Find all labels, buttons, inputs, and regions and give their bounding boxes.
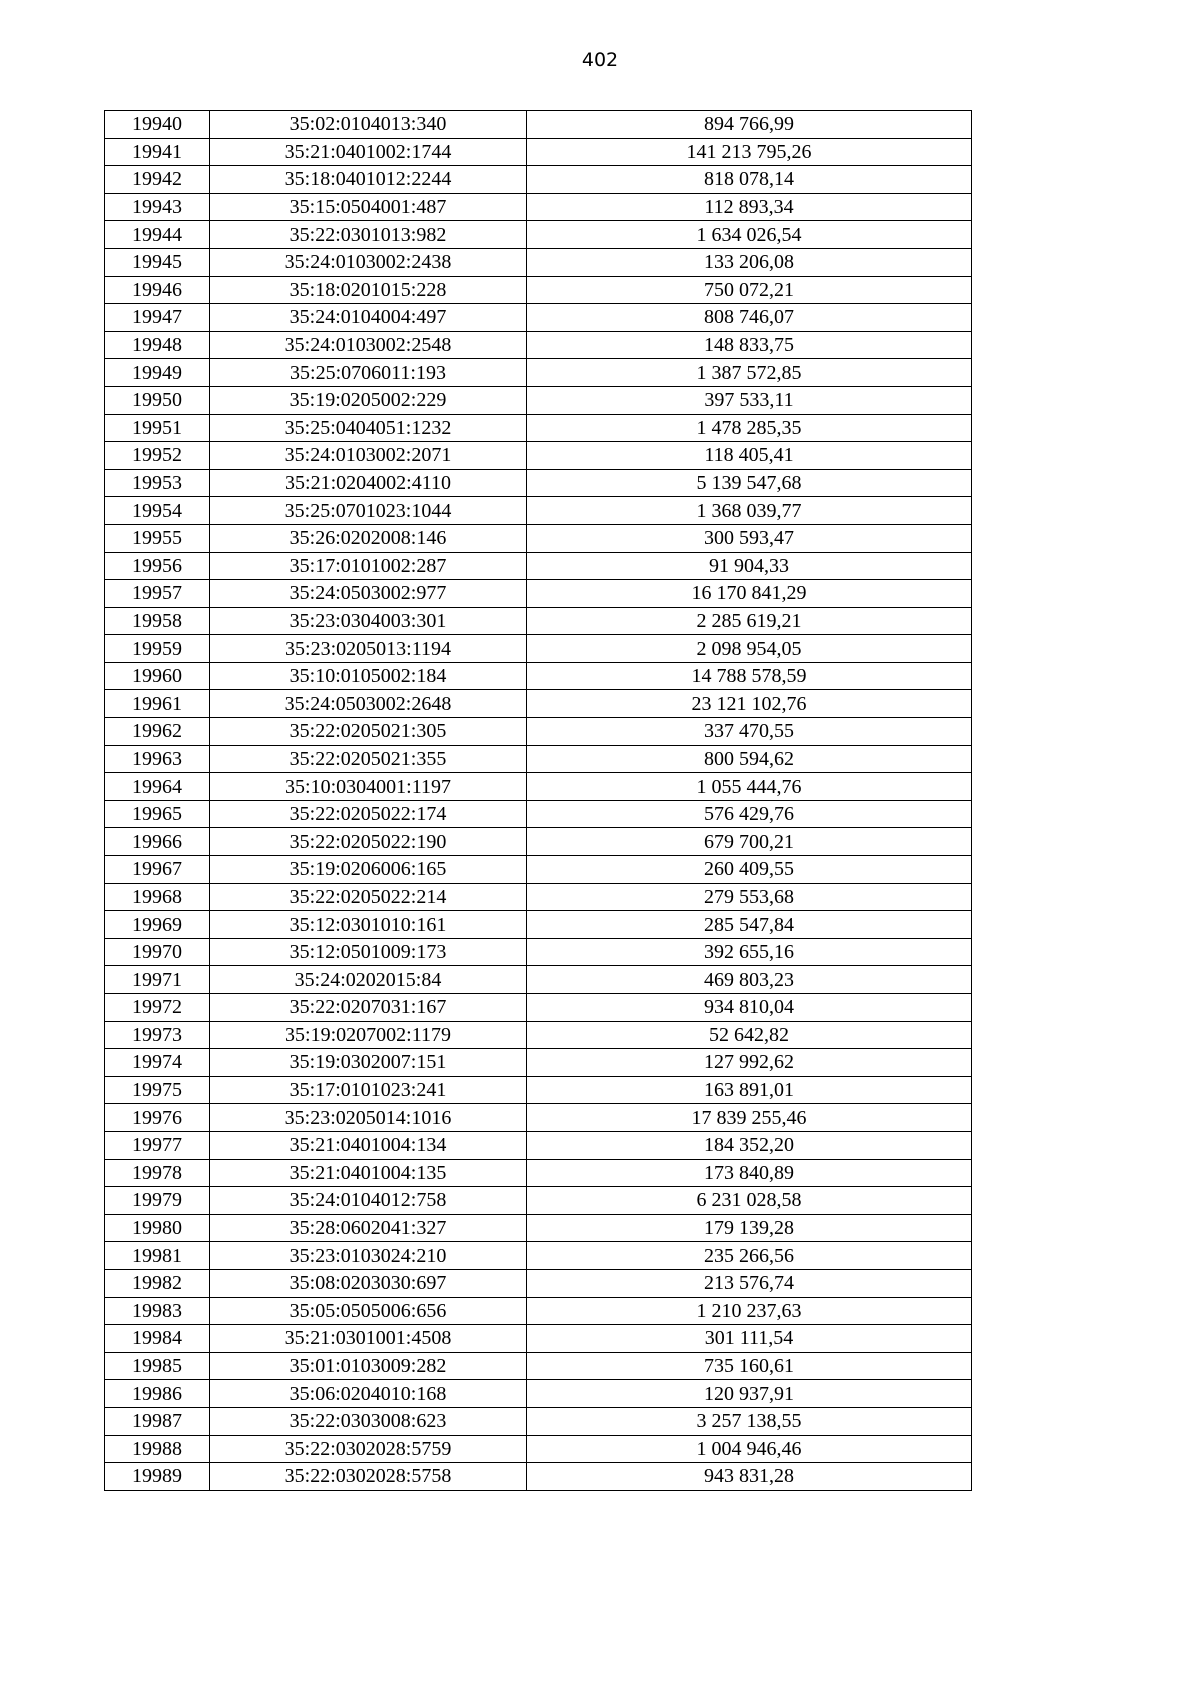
row-number-cell: 19961 — [105, 690, 210, 718]
table-row — [105, 1435, 972, 1463]
row-number-cell: 19986 — [105, 1380, 210, 1408]
row-number-cell: 19950 — [105, 386, 210, 414]
table-row — [105, 1104, 972, 1132]
cadastral-value-cell: 52 642,82 — [527, 1021, 972, 1049]
table-row — [105, 911, 972, 939]
table-row — [105, 138, 972, 166]
table-row — [105, 1131, 972, 1159]
table-row — [105, 497, 972, 525]
table-row — [105, 1187, 972, 1215]
row-number-cell: 19982 — [105, 1269, 210, 1297]
table-row — [105, 745, 972, 773]
cadastral-number-cell: 35:21:0301001:4508 — [210, 1325, 527, 1353]
cadastral-number-cell: 35:22:0302028:5759 — [210, 1435, 527, 1463]
cadastral-value-cell: 213 576,74 — [527, 1269, 972, 1297]
cadastral-value-cell: 750 072,21 — [527, 276, 972, 304]
row-number-cell: 19965 — [105, 800, 210, 828]
row-number-cell: 19973 — [105, 1021, 210, 1049]
row-number-cell: 19958 — [105, 607, 210, 635]
cadastral-value-cell: 2 098 954,05 — [527, 635, 972, 663]
cadastral-value-cell: 112 893,34 — [527, 193, 972, 221]
row-number-cell: 19957 — [105, 580, 210, 608]
cadastral-value-cell: 576 429,76 — [527, 800, 972, 828]
cadastral-value-cell: 91 904,33 — [527, 552, 972, 580]
cadastral-value-cell: 301 111,54 — [527, 1325, 972, 1353]
cadastral-value-cell: 6 231 028,58 — [527, 1187, 972, 1215]
cadastral-number-cell: 35:24:0104012:758 — [210, 1187, 527, 1215]
table-row — [105, 1380, 972, 1408]
cadastral-number-cell: 35:24:0103002:2071 — [210, 442, 527, 470]
cadastral-number-cell: 35:05:0505006:656 — [210, 1297, 527, 1325]
row-number-cell: 19970 — [105, 938, 210, 966]
cadastral-number-cell: 35:24:0202015:84 — [210, 966, 527, 994]
cadastral-value-cell: 260 409,55 — [527, 856, 972, 884]
table-row — [105, 580, 972, 608]
row-number-cell: 19949 — [105, 359, 210, 387]
cadastral-value-cell: 300 593,47 — [527, 524, 972, 552]
cadastral-number-cell: 35:24:0104004:497 — [210, 304, 527, 332]
cadastral-number-cell: 35:25:0404051:1232 — [210, 414, 527, 442]
cadastral-number-cell: 35:21:0401004:134 — [210, 1131, 527, 1159]
table-row — [105, 1159, 972, 1187]
cadastral-value-cell: 2 285 619,21 — [527, 607, 972, 635]
table-row — [105, 166, 972, 194]
cadastral-value-cell: 1 210 237,63 — [527, 1297, 972, 1325]
table-row — [105, 111, 972, 139]
row-number-cell: 19956 — [105, 552, 210, 580]
row-number-cell: 19959 — [105, 635, 210, 663]
cadastral-value-cell: 894 766,99 — [527, 111, 972, 139]
row-number-cell: 19942 — [105, 166, 210, 194]
row-number-cell: 19989 — [105, 1463, 210, 1491]
cadastral-number-cell: 35:18:0201015:228 — [210, 276, 527, 304]
cadastral-value-cell: 17 839 255,46 — [527, 1104, 972, 1132]
cadastral-value-cell: 808 746,07 — [527, 304, 972, 332]
table-row — [105, 718, 972, 746]
cadastral-value-cell: 235 266,56 — [527, 1242, 972, 1270]
row-number-cell: 19976 — [105, 1104, 210, 1132]
cadastral-number-cell: 35:23:0205014:1016 — [210, 1104, 527, 1132]
cadastral-number-cell: 35:22:0207031:167 — [210, 994, 527, 1022]
table-row — [105, 607, 972, 635]
cadastral-number-cell: 35:24:0503002:977 — [210, 580, 527, 608]
row-number-cell: 19951 — [105, 414, 210, 442]
row-number-cell: 19946 — [105, 276, 210, 304]
cadastral-value-cell: 735 160,61 — [527, 1352, 972, 1380]
row-number-cell: 19943 — [105, 193, 210, 221]
table-row — [105, 1352, 972, 1380]
cadastral-number-cell: 35:22:0205022:190 — [210, 828, 527, 856]
cadastral-value-cell: 133 206,08 — [527, 248, 972, 276]
row-number-cell: 19960 — [105, 662, 210, 690]
cadastral-number-cell: 35:22:0205021:305 — [210, 718, 527, 746]
cadastral-number-cell: 35:19:0205002:229 — [210, 386, 527, 414]
cadastral-number-cell: 35:24:0103002:2548 — [210, 331, 527, 359]
row-number-cell: 19947 — [105, 304, 210, 332]
table-row — [105, 1214, 972, 1242]
row-number-cell: 19981 — [105, 1242, 210, 1270]
cadastral-value-cell: 5 139 547,68 — [527, 469, 972, 497]
table-row — [105, 1076, 972, 1104]
cadastral-value-cell: 1 055 444,76 — [527, 773, 972, 801]
cadastral-value-cell: 179 139,28 — [527, 1214, 972, 1242]
row-number-cell: 19975 — [105, 1076, 210, 1104]
table-row — [105, 359, 972, 387]
cadastral-number-cell: 35:12:0501009:173 — [210, 938, 527, 966]
table-row — [105, 1463, 972, 1491]
cadastral-number-cell: 35:06:0204010:168 — [210, 1380, 527, 1408]
row-number-cell: 19967 — [105, 856, 210, 884]
cadastral-number-cell: 35:19:0302007:151 — [210, 1049, 527, 1077]
cadastral-number-cell: 35:25:0701023:1044 — [210, 497, 527, 525]
cadastral-value-cell: 279 553,68 — [527, 883, 972, 911]
table-row — [105, 442, 972, 470]
table-body — [105, 111, 972, 1491]
cadastral-value-cell: 23 121 102,76 — [527, 690, 972, 718]
table-row — [105, 304, 972, 332]
row-number-cell: 19954 — [105, 497, 210, 525]
cadastral-value-cell: 1 368 039,77 — [527, 497, 972, 525]
cadastral-number-cell: 35:10:0304001:1197 — [210, 773, 527, 801]
cadastral-number-cell: 35:22:0303008:623 — [210, 1407, 527, 1435]
cadastral-number-cell: 35:23:0205013:1194 — [210, 635, 527, 663]
cadastral-number-cell: 35:21:0401004:135 — [210, 1159, 527, 1187]
cadastral-number-cell: 35:15:0504001:487 — [210, 193, 527, 221]
table-row — [105, 856, 972, 884]
row-number-cell: 19971 — [105, 966, 210, 994]
row-number-cell: 19941 — [105, 138, 210, 166]
cadastral-number-cell: 35:23:0103024:210 — [210, 1242, 527, 1270]
row-number-cell: 19962 — [105, 718, 210, 746]
cadastral-number-cell: 35:12:0301010:161 — [210, 911, 527, 939]
row-number-cell: 19979 — [105, 1187, 210, 1215]
cadastral-value-cell: 163 891,01 — [527, 1076, 972, 1104]
cadastral-number-cell: 35:22:0205022:174 — [210, 800, 527, 828]
cadastral-value-cell: 1 387 572,85 — [527, 359, 972, 387]
cadastral-value-cell: 173 840,89 — [527, 1159, 972, 1187]
row-number-cell: 19944 — [105, 221, 210, 249]
cadastral-number-cell: 35:28:0602041:327 — [210, 1214, 527, 1242]
cadastral-value-cell: 337 470,55 — [527, 718, 972, 746]
row-number-cell: 19952 — [105, 442, 210, 470]
table-row — [105, 828, 972, 856]
cadastral-value-cell: 184 352,20 — [527, 1131, 972, 1159]
row-number-cell: 19985 — [105, 1352, 210, 1380]
table-row — [105, 1242, 972, 1270]
cadastral-value-cell: 469 803,23 — [527, 966, 972, 994]
cadastral-number-cell: 35:17:0101002:287 — [210, 552, 527, 580]
table-row — [105, 800, 972, 828]
row-number-cell: 19972 — [105, 994, 210, 1022]
table-row — [105, 635, 972, 663]
cadastral-value-cell: 818 078,14 — [527, 166, 972, 194]
cadastral-number-cell: 35:22:0301013:982 — [210, 221, 527, 249]
cadastral-value-table — [104, 110, 972, 1491]
cadastral-value-cell: 148 833,75 — [527, 331, 972, 359]
table-row — [105, 386, 972, 414]
table-row — [105, 883, 972, 911]
cadastral-value-cell: 127 992,62 — [527, 1049, 972, 1077]
table-row — [105, 552, 972, 580]
row-number-cell: 19984 — [105, 1325, 210, 1353]
cadastral-value-cell: 934 810,04 — [527, 994, 972, 1022]
cadastral-value-cell: 120 937,91 — [527, 1380, 972, 1408]
cadastral-number-cell: 35:19:0207002:1179 — [210, 1021, 527, 1049]
cadastral-value-cell: 141 213 795,26 — [527, 138, 972, 166]
table-row — [105, 994, 972, 1022]
table-row — [105, 1297, 972, 1325]
cadastral-value-cell: 3 257 138,55 — [527, 1407, 972, 1435]
table-row — [105, 662, 972, 690]
cadastral-value-cell: 1 004 946,46 — [527, 1435, 972, 1463]
table-row — [105, 469, 972, 497]
cadastral-number-cell: 35:22:0205021:355 — [210, 745, 527, 773]
row-number-cell: 19974 — [105, 1049, 210, 1077]
table-row — [105, 331, 972, 359]
cadastral-value-cell: 679 700,21 — [527, 828, 972, 856]
row-number-cell: 19983 — [105, 1297, 210, 1325]
cadastral-number-cell: 35:21:0401002:1744 — [210, 138, 527, 166]
row-number-cell: 19977 — [105, 1131, 210, 1159]
table-row — [105, 221, 972, 249]
cadastral-number-cell: 35:26:0202008:146 — [210, 524, 527, 552]
cadastral-number-cell: 35:21:0204002:4110 — [210, 469, 527, 497]
row-number-cell: 19945 — [105, 248, 210, 276]
row-number-cell: 19953 — [105, 469, 210, 497]
row-number-cell: 19978 — [105, 1159, 210, 1187]
table-row — [105, 248, 972, 276]
table-row — [105, 690, 972, 718]
row-number-cell: 19964 — [105, 773, 210, 801]
cadastral-number-cell: 35:02:0104013:340 — [210, 111, 527, 139]
cadastral-value-cell: 1 478 285,35 — [527, 414, 972, 442]
cadastral-value-cell: 16 170 841,29 — [527, 580, 972, 608]
table-row — [105, 773, 972, 801]
row-number-cell: 19987 — [105, 1407, 210, 1435]
cadastral-number-cell: 35:24:0103002:2438 — [210, 248, 527, 276]
row-number-cell: 19966 — [105, 828, 210, 856]
row-number-cell: 19988 — [105, 1435, 210, 1463]
cadastral-number-cell: 35:22:0205022:214 — [210, 883, 527, 911]
cadastral-number-cell: 35:22:0302028:5758 — [210, 1463, 527, 1491]
cadastral-number-cell: 35:10:0105002:184 — [210, 662, 527, 690]
row-number-cell: 19969 — [105, 911, 210, 939]
cadastral-value-cell: 800 594,62 — [527, 745, 972, 773]
cadastral-value-cell: 943 831,28 — [527, 1463, 972, 1491]
row-number-cell: 19963 — [105, 745, 210, 773]
cadastral-number-cell: 35:25:0706011:193 — [210, 359, 527, 387]
table-row — [105, 966, 972, 994]
row-number-cell: 19980 — [105, 1214, 210, 1242]
table-row — [105, 1325, 972, 1353]
cadastral-number-cell: 35:08:0203030:697 — [210, 1269, 527, 1297]
page-number: 402 — [581, 49, 619, 71]
cadastral-value-cell: 392 655,16 — [527, 938, 972, 966]
row-number-cell: 19948 — [105, 331, 210, 359]
cadastral-number-cell: 35:24:0503002:2648 — [210, 690, 527, 718]
cadastral-value-cell: 397 533,11 — [527, 386, 972, 414]
table-row — [105, 1021, 972, 1049]
cadastral-value-cell: 1 634 026,54 — [527, 221, 972, 249]
table-row — [105, 1049, 972, 1077]
cadastral-value-cell: 14 788 578,59 — [527, 662, 972, 690]
cadastral-number-cell: 35:19:0206006:165 — [210, 856, 527, 884]
cadastral-number-cell: 35:18:0401012:2244 — [210, 166, 527, 194]
table-row — [105, 193, 972, 221]
cadastral-number-cell: 35:01:0103009:282 — [210, 1352, 527, 1380]
table-row — [105, 1269, 972, 1297]
row-number-cell: 19940 — [105, 111, 210, 139]
row-number-cell: 19955 — [105, 524, 210, 552]
table-row — [105, 938, 972, 966]
cadastral-value-cell: 118 405,41 — [527, 442, 972, 470]
row-number-cell: 19968 — [105, 883, 210, 911]
table-row — [105, 276, 972, 304]
cadastral-value-cell: 285 547,84 — [527, 911, 972, 939]
table-row — [105, 414, 972, 442]
cadastral-number-cell: 35:23:0304003:301 — [210, 607, 527, 635]
table-row — [105, 1407, 972, 1435]
table-row — [105, 524, 972, 552]
cadastral-number-cell: 35:17:0101023:241 — [210, 1076, 527, 1104]
